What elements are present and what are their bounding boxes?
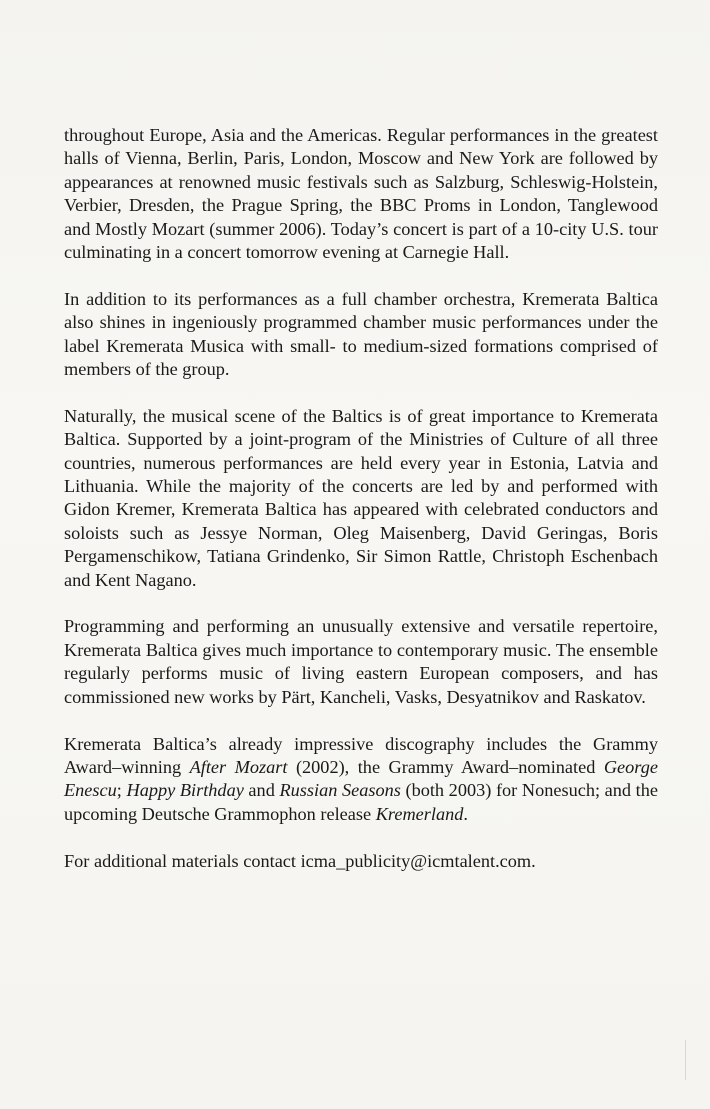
album-after-mozart: After Mozart	[189, 756, 288, 777]
document-body	[64, 124, 658, 897]
album-russian-seasons: Russian Seasons	[279, 780, 401, 801]
contact-period: .	[531, 851, 536, 872]
paragraph-baltics: Naturally, the musical scene of the Baltics is of great importance to Kremerata Baltica. Supported by a joint-program of the Ministries of Culture of all three countries, numerous performances are held every year in Estonia, Latvia and Lithuania. While the majority of the concerts are led by and performed with Gidon Kremer, Kremerata Baltica has appeared with celebrated conductors and soloists such as Jessye Norman, Oleg Maisenberg, David Geringas, Boris Pergamenschikow, Tatiana Grindenko, Sir Simon Rattle, Christoph Eschenbach and Kent Nagano.	[64, 405, 658, 590]
discography-text-3: ;	[116, 780, 127, 801]
discography-text-1: Kremerata Baltica’s already impressive discography includes the Grammy Award–winning	[64, 733, 658, 777]
contact-label: For additional materials contact	[64, 851, 301, 872]
discography-text-5: (both 2003) for Nonesuch; and the upcoming Deutsche Grammophon release	[64, 780, 658, 824]
discography-text-4: and	[243, 780, 280, 801]
page-edge-mark	[685, 1040, 686, 1080]
paragraph-chamber-music: In addition to its performances as a full chamber orchestra, Kremerata Baltica also shines in ingeniously programmed chamber music performances under the label Kremerata Musica with small- to medium-sized formations comprised of members of the group.	[64, 288, 658, 380]
discography-text-2: (2002), the Grammy Award–nominated	[287, 756, 604, 777]
contact-email[interactable]: icma_publicity@icmtalent.com	[300, 851, 532, 872]
album-george-enescu: George Enescu	[64, 756, 658, 801]
paragraph-tours: throughout Europe, Asia and the Americas. Regular performances in the greatest halls of Vienna, Berlin, Paris, London, Moscow and New York are followed by appearances at renowned music festivals such as Salzburg, Schleswig-Holstein, Verbier, Dresden, the Prague Spring, the BBC Proms in London, Tanglewood and Mostly Mozart (summer 2006). Today’s concert is part of a 10-city U.S. tour culminating in a concert tomorrow evening at Carnegie Hall.	[64, 125, 658, 263]
album-kremerland: Kremerland	[375, 803, 464, 824]
paragraph-contemporary: Programming and performing an unusually extensive and versatile repertoire, Kremerata Baltica gives much importance to contemporary music. The ensemble regularly performs music of living eastern European composers, and has commissioned new works by Pärt, Kancheli, Vasks, Desyatnikov and Raskatov.	[64, 616, 658, 707]
paragraph-contact	[64, 850, 658, 873]
album-happy-birthday: Happy Birthday	[126, 780, 244, 801]
paragraph-discography	[64, 733, 658, 827]
discography-text-6: .	[463, 803, 468, 824]
